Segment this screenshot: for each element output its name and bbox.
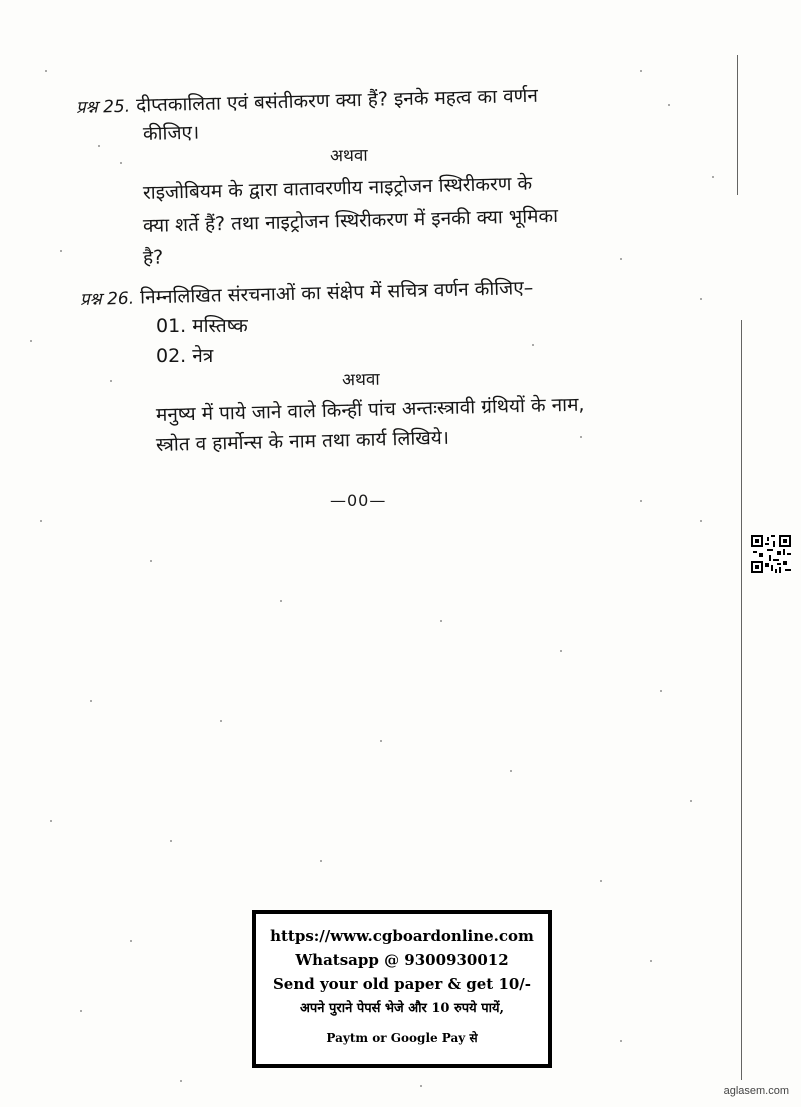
q25-alt-line2 xyxy=(143,204,559,238)
q26-number: प्रश्न 26. xyxy=(79,288,135,310)
scan-speckle xyxy=(620,258,622,260)
scan-speckle xyxy=(80,1010,82,1012)
scan-speckle xyxy=(712,176,714,178)
q25-line2 xyxy=(143,121,200,146)
scan-speckle xyxy=(440,620,442,622)
q26-alt-line1 xyxy=(156,393,585,427)
promo-box xyxy=(252,910,552,1068)
q26-text-1: निम्नलिखित संरचनाओं का संक्षेप में सचित्र वर्णन कीजिए– xyxy=(139,276,534,309)
scan-speckle xyxy=(280,600,282,602)
promo-url-link[interactable]: https://www.cgboardonline.com xyxy=(270,927,534,945)
scan-speckle xyxy=(532,344,534,346)
scan-speckle xyxy=(380,740,382,742)
scan-speckle xyxy=(110,380,112,382)
scan-speckle xyxy=(180,1080,182,1082)
q26-item-1 xyxy=(156,314,248,338)
scan-speckle xyxy=(120,162,122,164)
q25-line1 xyxy=(76,84,539,120)
scan-speckle xyxy=(90,700,92,702)
scan-speckle xyxy=(640,500,642,502)
scan-speckle xyxy=(600,880,602,882)
q25-alt-text-1: राइजोबियम के द्वारा वातावरणीय नाइट्रोजन स्थिरीकरण के xyxy=(142,172,533,204)
q26-alt-text-2: स्त्रोत व हार्मोन्स के नाम तथा कार्य लिखिये। xyxy=(155,426,450,456)
q25-text-2: कीजिए। xyxy=(142,121,200,145)
q26-alt-text-1: मनुष्य में पाये जाने वाले किन्हीं पांच अन्तःस्त्रावी ग्रंथियों के नाम, xyxy=(155,393,585,426)
q26-or-label: अथवा xyxy=(341,369,380,391)
promo-offer-en: Send your old paper & get 10/- xyxy=(272,975,532,993)
margin-line-upper xyxy=(737,55,738,195)
qr-code-icon xyxy=(751,535,791,573)
q25-alt-line1 xyxy=(143,171,533,205)
scan-speckle xyxy=(620,1040,622,1042)
promo-offer-hi: अपने पुराने पेपर्स भेजे और 10 रुपये पायें, xyxy=(299,1001,505,1016)
scan-speckle xyxy=(130,940,132,942)
scan-speckle xyxy=(640,70,642,72)
end-mark: —00— xyxy=(330,491,387,510)
scan-speckle xyxy=(650,960,652,962)
promo-whatsapp: Whatsapp @ 9300930012 xyxy=(295,951,509,969)
scan-speckle xyxy=(580,436,582,438)
scan-speckle xyxy=(560,650,562,652)
q25-or-label: अथवा xyxy=(329,145,368,167)
q26-item-2 xyxy=(156,344,213,368)
q25-text-1: दीप्तकालिता एवं बसंतीकरण क्या हैं? इनके महत्व का वर्णन xyxy=(135,84,539,117)
promo-payment: Paytm or Google Pay से xyxy=(326,1031,478,1045)
scan-speckle xyxy=(50,820,52,822)
scan-speckle xyxy=(30,340,32,342)
scan-speckle xyxy=(150,560,152,562)
watermark: aglasem.com xyxy=(723,1085,789,1097)
scan-speckle xyxy=(420,1085,422,1087)
q26-line1 xyxy=(80,276,534,312)
scan-speckle xyxy=(690,800,692,802)
q25-alt-line3 xyxy=(143,246,164,270)
scan-speckle xyxy=(40,520,42,522)
scan-speckle xyxy=(700,298,702,300)
scan-speckle xyxy=(45,70,47,72)
scan-speckle xyxy=(510,770,512,772)
q26-item-2-text: 02. नेत्र xyxy=(156,345,214,367)
scan-speckle xyxy=(60,250,62,252)
scan-speckle xyxy=(98,145,100,147)
margin-line-lower xyxy=(741,320,742,1080)
scan-speckle xyxy=(660,690,662,692)
scan-speckle xyxy=(668,104,670,106)
scan-speckle xyxy=(320,860,322,862)
q26-alt-line2 xyxy=(156,426,450,457)
q25-alt-text-3: है? xyxy=(142,246,164,269)
q25-alt-text-2: क्या शर्ते हैं? तथा नाइट्रोजन स्थिरीकरण में इनकी क्या भूमिका xyxy=(142,204,559,237)
q25-number: प्रश्न 25. xyxy=(75,96,131,118)
q26-item-1-text: 01. मस्तिष्क xyxy=(156,315,248,337)
scan-speckle xyxy=(170,840,172,842)
scan-speckle xyxy=(700,520,702,522)
scan-speckle xyxy=(220,720,222,722)
